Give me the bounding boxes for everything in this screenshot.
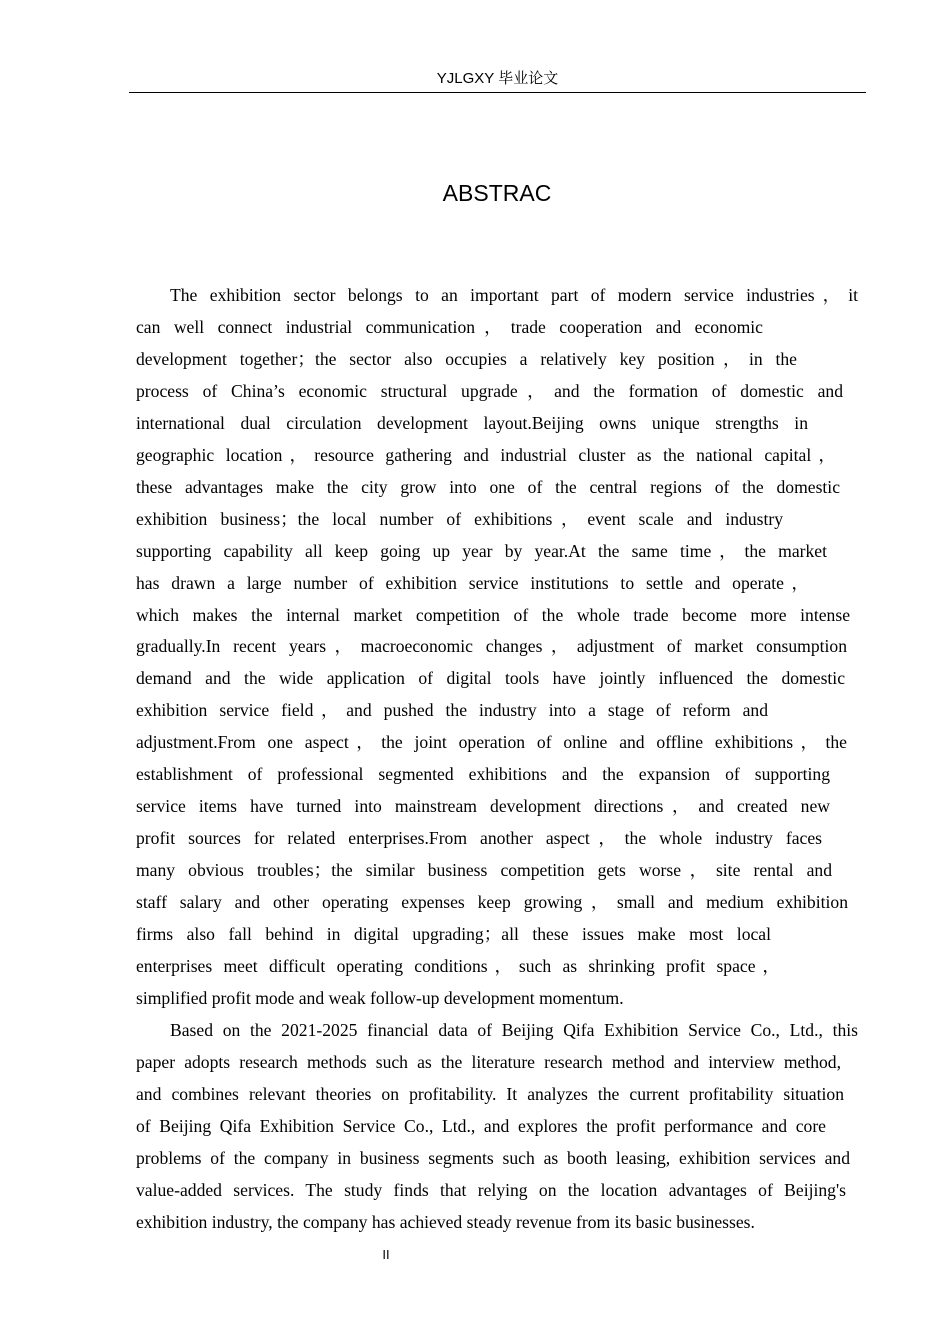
text-line: of Beijing Qifa Exhibition Service Co., Ltd., and explores the profit performance and core: [136, 1115, 826, 1136]
text-line: value-added services. The study finds that relying on the location advantages of Beijing's: [136, 1179, 846, 1200]
text-line: supporting capability all keep going up year by year.At the same time，the market: [136, 540, 827, 561]
text-line: simplified profit mode and weak follow-up development momentum.: [136, 987, 624, 1008]
text-line: exhibition service field，and pushed the industry into a stage of reform and: [136, 700, 768, 721]
text-line: The exhibition sector belongs to an important part of modern service industries，it: [170, 285, 858, 305]
text-line: gradually.In recent years，macroeconomic changes，adjustment of market consumption: [136, 636, 847, 657]
abstract-body: [136, 280, 858, 1239]
page-number: II: [382, 1247, 390, 1262]
text-line: Based on the 2021-2025 financial data of Beijing Qifa Exhibition Service Co., Ltd., this: [170, 1019, 858, 1040]
text-line: international dual circulation development layout.Beijing owns unique strengths in: [136, 412, 808, 433]
text-line: process of China’s economic structural upgrade，and the formation of domestic and: [136, 380, 843, 401]
text-line: development together；the sector also occupies a relatively key position，in the: [136, 348, 797, 369]
text-line: adjustment.From one aspect，the joint operation of online and offline exhibitions，the: [136, 732, 847, 753]
text-line: establishment of professional segmented exhibitions and the expansion of supporting: [136, 764, 830, 785]
text-line: profit sources for related enterprises.From another aspect，the whole industry faces: [136, 828, 822, 849]
page-header: [129, 68, 866, 93]
text-line: can well connect industrial communication，trade cooperation and economic: [136, 316, 763, 337]
text-line: exhibition industry, the company has achieved steady revenue from its basic businesses.: [136, 1211, 755, 1232]
text-line: staff salary and other operating expenses keep growing，small and medium exhibition: [136, 892, 848, 913]
abstract-paragraph-2: [136, 1015, 858, 1239]
abstract-paragraph-1: [136, 280, 858, 1015]
text-line: problems of the company in business segments such as booth leasing, exhibition services and: [136, 1147, 850, 1168]
text-line: paper adopts research methods such as the literature research method and interview method,: [136, 1051, 841, 1072]
text-line: service items have turned into mainstream development directions，and created new: [136, 796, 830, 817]
text-line: exhibition business；the local number of exhibitions，event scale and industry: [136, 508, 783, 529]
text-line: firms also fall behind in digital upgrading；all these issues make most local: [136, 924, 771, 945]
text-line: geographic location，resource gathering and industrial cluster as the national capital，: [136, 444, 836, 465]
text-line: these advantages make the city grow into one of the central regions of the domestic: [136, 476, 840, 497]
text-line: has drawn a large number of exhibition service institutions to settle and operate，: [136, 572, 809, 593]
text-line: demand and the wide application of digital tools have jointly influenced the domestic: [136, 668, 845, 689]
header-text: YJLGXY 毕业论文: [436, 70, 559, 87]
text-line: which makes the internal market competition of the whole trade become more intense: [136, 604, 850, 625]
text-line: and combines relevant theories on profitability. It analyzes the current profitability situation: [136, 1083, 844, 1104]
text-line: enterprises meet difficult operating conditions，such as shrinking profit space，: [136, 956, 780, 977]
text-line: many obvious troubles；the similar business competition gets worse，site rental and: [136, 860, 832, 881]
abstract-title: ABSTRAC: [442, 180, 552, 206]
